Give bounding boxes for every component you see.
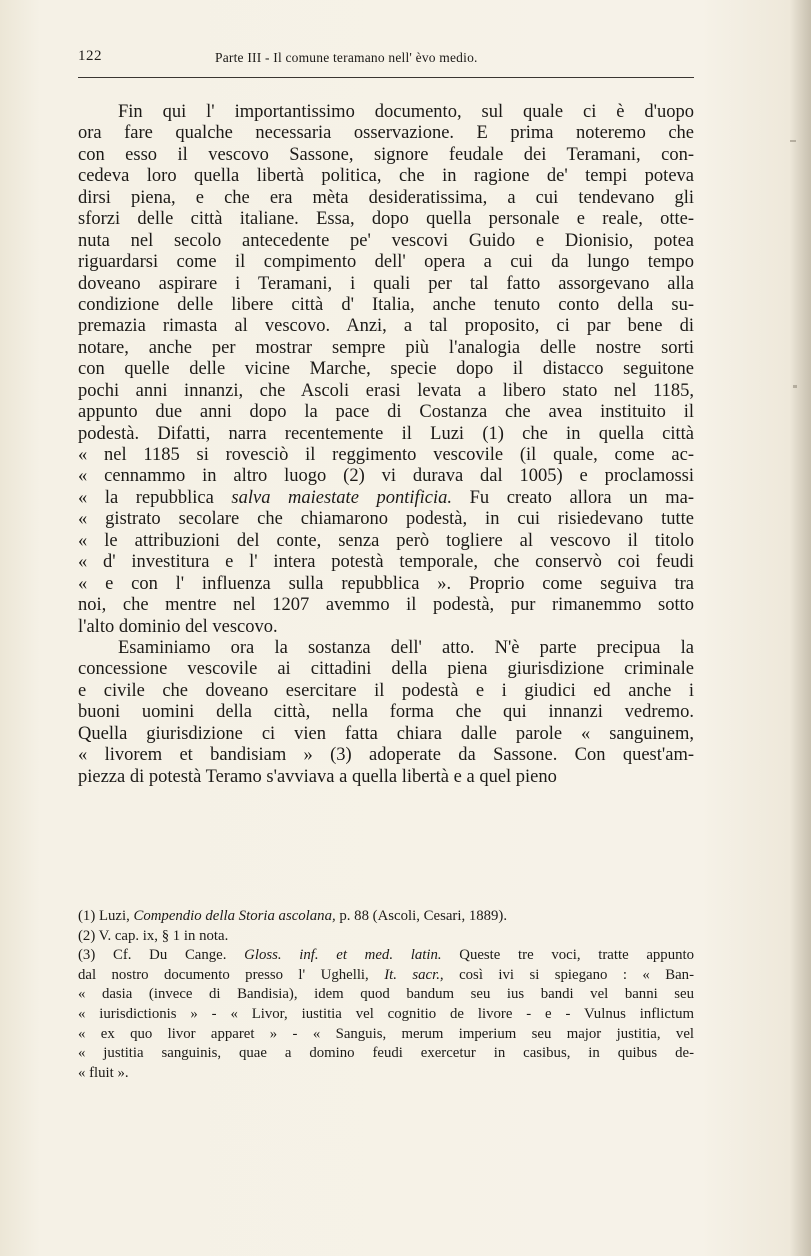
text-line: con esso il vescovo Sassone, signore feudale dei Teramani, con-: [78, 144, 694, 165]
text-line: pochi anni innanzi, che Ascoli erasi levata a libero stato nel 1185,: [78, 380, 694, 401]
footnote-line: dal nostro documento presso l' Ughelli, It. sacr., così ivi si spiegano : « Ban-: [78, 966, 694, 983]
text-line: nuta nel secolo antecedente pe' vescovi Guido e Dionisio, potea: [78, 230, 694, 251]
text-line: e civile che doveano esercitare il podestà e i giudici ed anche i: [78, 680, 694, 701]
page-edge-shadow: [789, 0, 811, 1256]
text-line: « le attribuzioni del conte, senza però togliere al vescovo il titolo: [78, 530, 694, 551]
footnote-3-text: Queste tre voci, tratte appunto: [441, 947, 695, 964]
text-line: Esaminiamo ora la sostanza dell' atto. N'è parte precipua la: [118, 637, 694, 658]
page-header: [78, 45, 694, 69]
text-line: Quella giurisdizione ci vien fatta chiara dalle parole « sanguinem,: [78, 723, 694, 744]
footnote-1-title: Compendio della Storia ascolana,: [133, 908, 336, 924]
footnote-3-source: (3) Cf. Du Cange.: [78, 947, 245, 964]
text-line: doveano aspirare i Teramani, i quali per tal fatto assorgevano alla: [78, 273, 694, 294]
running-head: Parte III - Il comune teramano nell' èvo medio.: [215, 50, 478, 65]
footnote-3-continuation: [78, 966, 694, 1084]
text-line: concessione vescovile ai cittadini della piena giurisdizione criminale: [78, 659, 694, 680]
text-line: ora fare qualche necessaria osservazione. E prima noteremo che: [78, 123, 694, 144]
footnote-line: « iurisdictionis » - « Livor, iustitia vel cognitio de livore - e - Vulnus inflictum: [78, 1005, 694, 1022]
text-line: premazia rimasta al vescovo. Anzi, a tal proposito, ci par bene di: [78, 316, 694, 337]
text-line: l'alto dominio del vescovo.: [78, 616, 278, 637]
footnote-line: « dasia (invece di Bandisia), idem quod bandum seu ius bandi vel banni seu: [78, 986, 694, 1003]
text-line: riguardarsi come il compimento dell' opera a cui da lungo tempo: [78, 252, 694, 273]
text-line: « cennammo in altro luogo (2) vi durava dal 1005) e proclamossi: [78, 466, 694, 487]
footnote-1-details: p. 88 (Ascoli, Cesari, 1889).: [335, 908, 508, 924]
text-line: podestà. Difatti, narra recentemente il Luzi (1) che in quella città: [78, 423, 694, 444]
text-line: « gistrato secolare che chiamarono podestà, in cui risiedevano tutte: [78, 509, 694, 530]
margin-mark: [793, 385, 797, 388]
footnote-1-author: (1) Luzi,: [78, 908, 134, 924]
text-line: dirsi piena, e che era mèta desideratissima, a cui tendevano gli: [78, 187, 694, 208]
footnote-2: (2) V. cap. ix, § 1 in nota.: [78, 927, 229, 944]
footnote-line: « justitia sanguinis, quae a domino feudi exercetur in casibus, in quibus de-: [78, 1045, 694, 1062]
footnote-1: [78, 907, 694, 927]
footnote-3-title: Gloss. inf. et med. latin.: [244, 947, 442, 964]
text-line: Fin qui l' importantissimo documento, sul quale ci è d'uopo: [118, 102, 694, 122]
text-line: condizione delle libere città d' Italia, anche tenuto conto della su-: [78, 294, 694, 315]
text-line: piezza di potestà Teramo s'avviava a quella libertà e a quel pieno: [78, 766, 557, 787]
text-line: « la repubblica salva maiestate pontificia. Fu creato allora un ma-: [78, 487, 694, 508]
footnote-line: « ex quo livor apparet » - « Sanguis, merum imperium seu major justitia, vel: [78, 1025, 694, 1042]
text-line: buoni uomini della città, nella forma che qui innanzi vedremo.: [78, 702, 694, 723]
text-line: cedeva loro quella libertà politica, che in ragione de' tempi poteva: [78, 166, 694, 187]
text-line: con quelle delle vicine Marche, specie dopo il distacco seguitone: [78, 359, 694, 380]
body-text: [78, 102, 694, 788]
text-line: appunto due anni dopo la pace di Costanza che avea instituito il: [78, 402, 694, 423]
header-rule: [78, 77, 694, 78]
margin-mark: [790, 140, 796, 142]
text-line: « e con l' influenza sulla repubblica ». Proprio come seguiva tra: [78, 573, 694, 594]
footnotes: [78, 907, 694, 1083]
footnote-line: « fluit ».: [78, 1064, 129, 1081]
text-line: sforzi delle città italiane. Essa, dopo quella personale e reale, otte-: [78, 209, 694, 230]
page-number: 122: [78, 48, 102, 64]
text-line: noi, che mentre nel 1207 avemmo il podestà, pur rimanemmo sotto: [78, 595, 694, 616]
text-line: « livorem et bandisiam » (3) adoperate da Sassone. Con quest'am-: [78, 745, 694, 766]
text-line: notare, anche per mostrar sempre più l'analogia delle nostre sorti: [78, 337, 694, 358]
text-line: « nel 1185 si rovesciò il reggimento vescovile (il quale, come ac-: [78, 445, 694, 465]
footnote-3: [78, 946, 694, 966]
text-line: « d' investitura e l' intera potestà temporale, che conservò coi feudi: [78, 552, 694, 573]
